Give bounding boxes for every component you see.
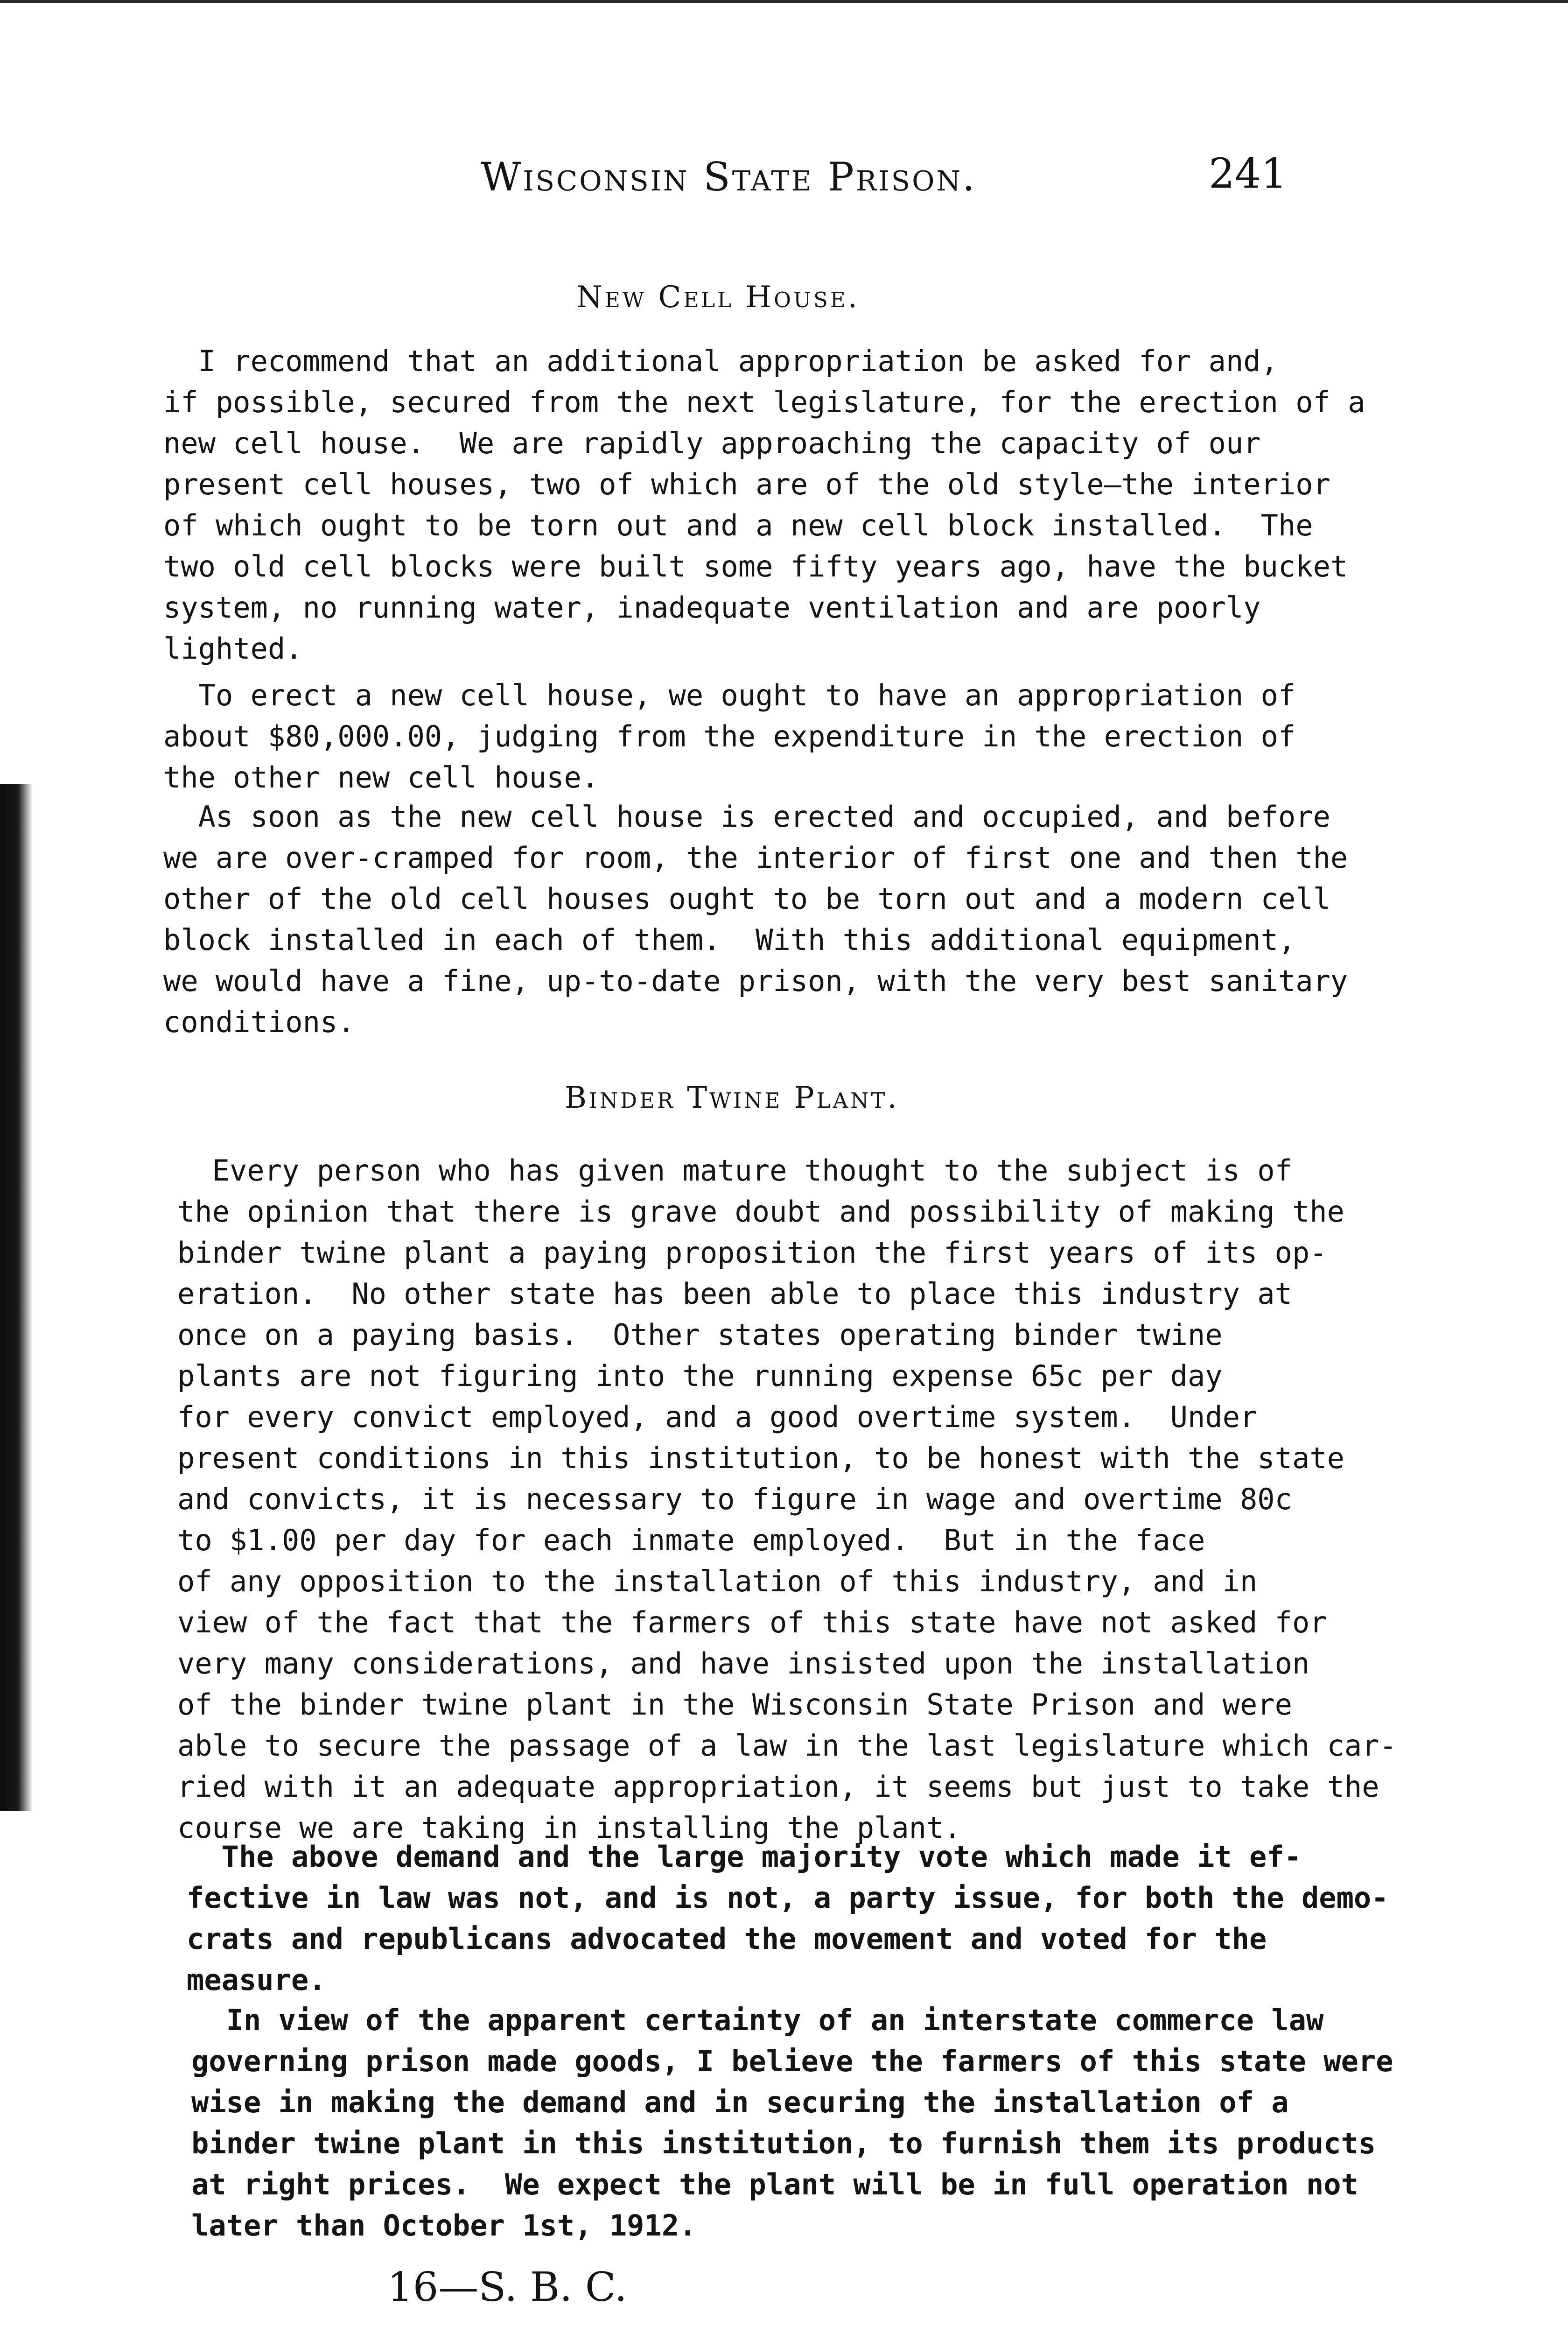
running-title: Wisconsin State Prison.	[481, 154, 977, 200]
paragraph: As soon as the new cell house is erected and occupied, and before we are over-cramped for room, the interior of first one and then the other of the old cell houses ought to be torn out and a modern cell block installed in each of them. With this additional equipment, we would have a fine, up-to-date prison, with the very best sanitary conditions.	[163, 800, 1348, 1039]
paragraph: Every person who has given mature thought to the subject is of the opinion that there is grave doubt and possibility of making the binder twine plant a paying proposition the first years of its op- eration. No other state has been able to place this industry at once on a paying basis. Other states operating binder twine plants are not figuring into the running expense 65c per day for every convict employed, and a good overtime system. Under present conditions in this institution, to be honest with the state and convicts, it is necessary to figure in wage and overtime 80c to $1.00 per day for each inmate employed. But in the face of any opposition to the installation of this industry, and in view of the fact that the farmers of this state have not asked for very many considerations, and have insisted upon the installation of the binder twine plant in the Wisconsin State Prison and were able to secure the passage of a law in the last legislature which car- ried with it an adequate appropriation, it seems but just to take the course we are taking in installing the plant.	[177, 1153, 1397, 1845]
scan-shadow-edge	[0, 784, 33, 1811]
paragraph: I recommend that an additional appropriation be asked for and, if possible, secured from the next legislature, for the erection of a new cell house. We are rapidly approaching the capacity of our present cell houses, two of which are of the old style—the interior of which ought to be torn out and a new cell block installed. The two old cell blocks were built some fifty years ago, have the bucket system, no running water, inadequate ventilation and are poorly lighted.	[163, 344, 1365, 666]
section-title-binder-twine-plant: Binder Twine Plant.	[565, 1081, 899, 1115]
paragraph: To erect a new cell house, we ought to have an appropriation of about $80,000.00, judging from the expenditure in the erection of the other new cell house.	[163, 678, 1296, 794]
section-title-new-cell-house: New Cell House.	[576, 280, 860, 315]
scan-border	[0, 0, 1568, 3]
page-number: 241	[1209, 149, 1287, 197]
paragraph: In view of the apparent certainty of an interstate commerce law governing prison made goods, I believe the farmers of this state were wise in making the demand and in securing the installation of a binder twine plant in this institution, to furnish them its products at right prices. We expect the plant will be in full operation not later than October 1st, 1912.	[191, 2003, 1393, 2243]
paragraph: The above demand and the large majority vote which made it ef- fective in law was not, and is not, a party issue, for both the demo- crats and republicans advocated the movement and voted for the measure.	[187, 1840, 1389, 1997]
footer-signature: 16—S. B. C.	[387, 2264, 627, 2311]
